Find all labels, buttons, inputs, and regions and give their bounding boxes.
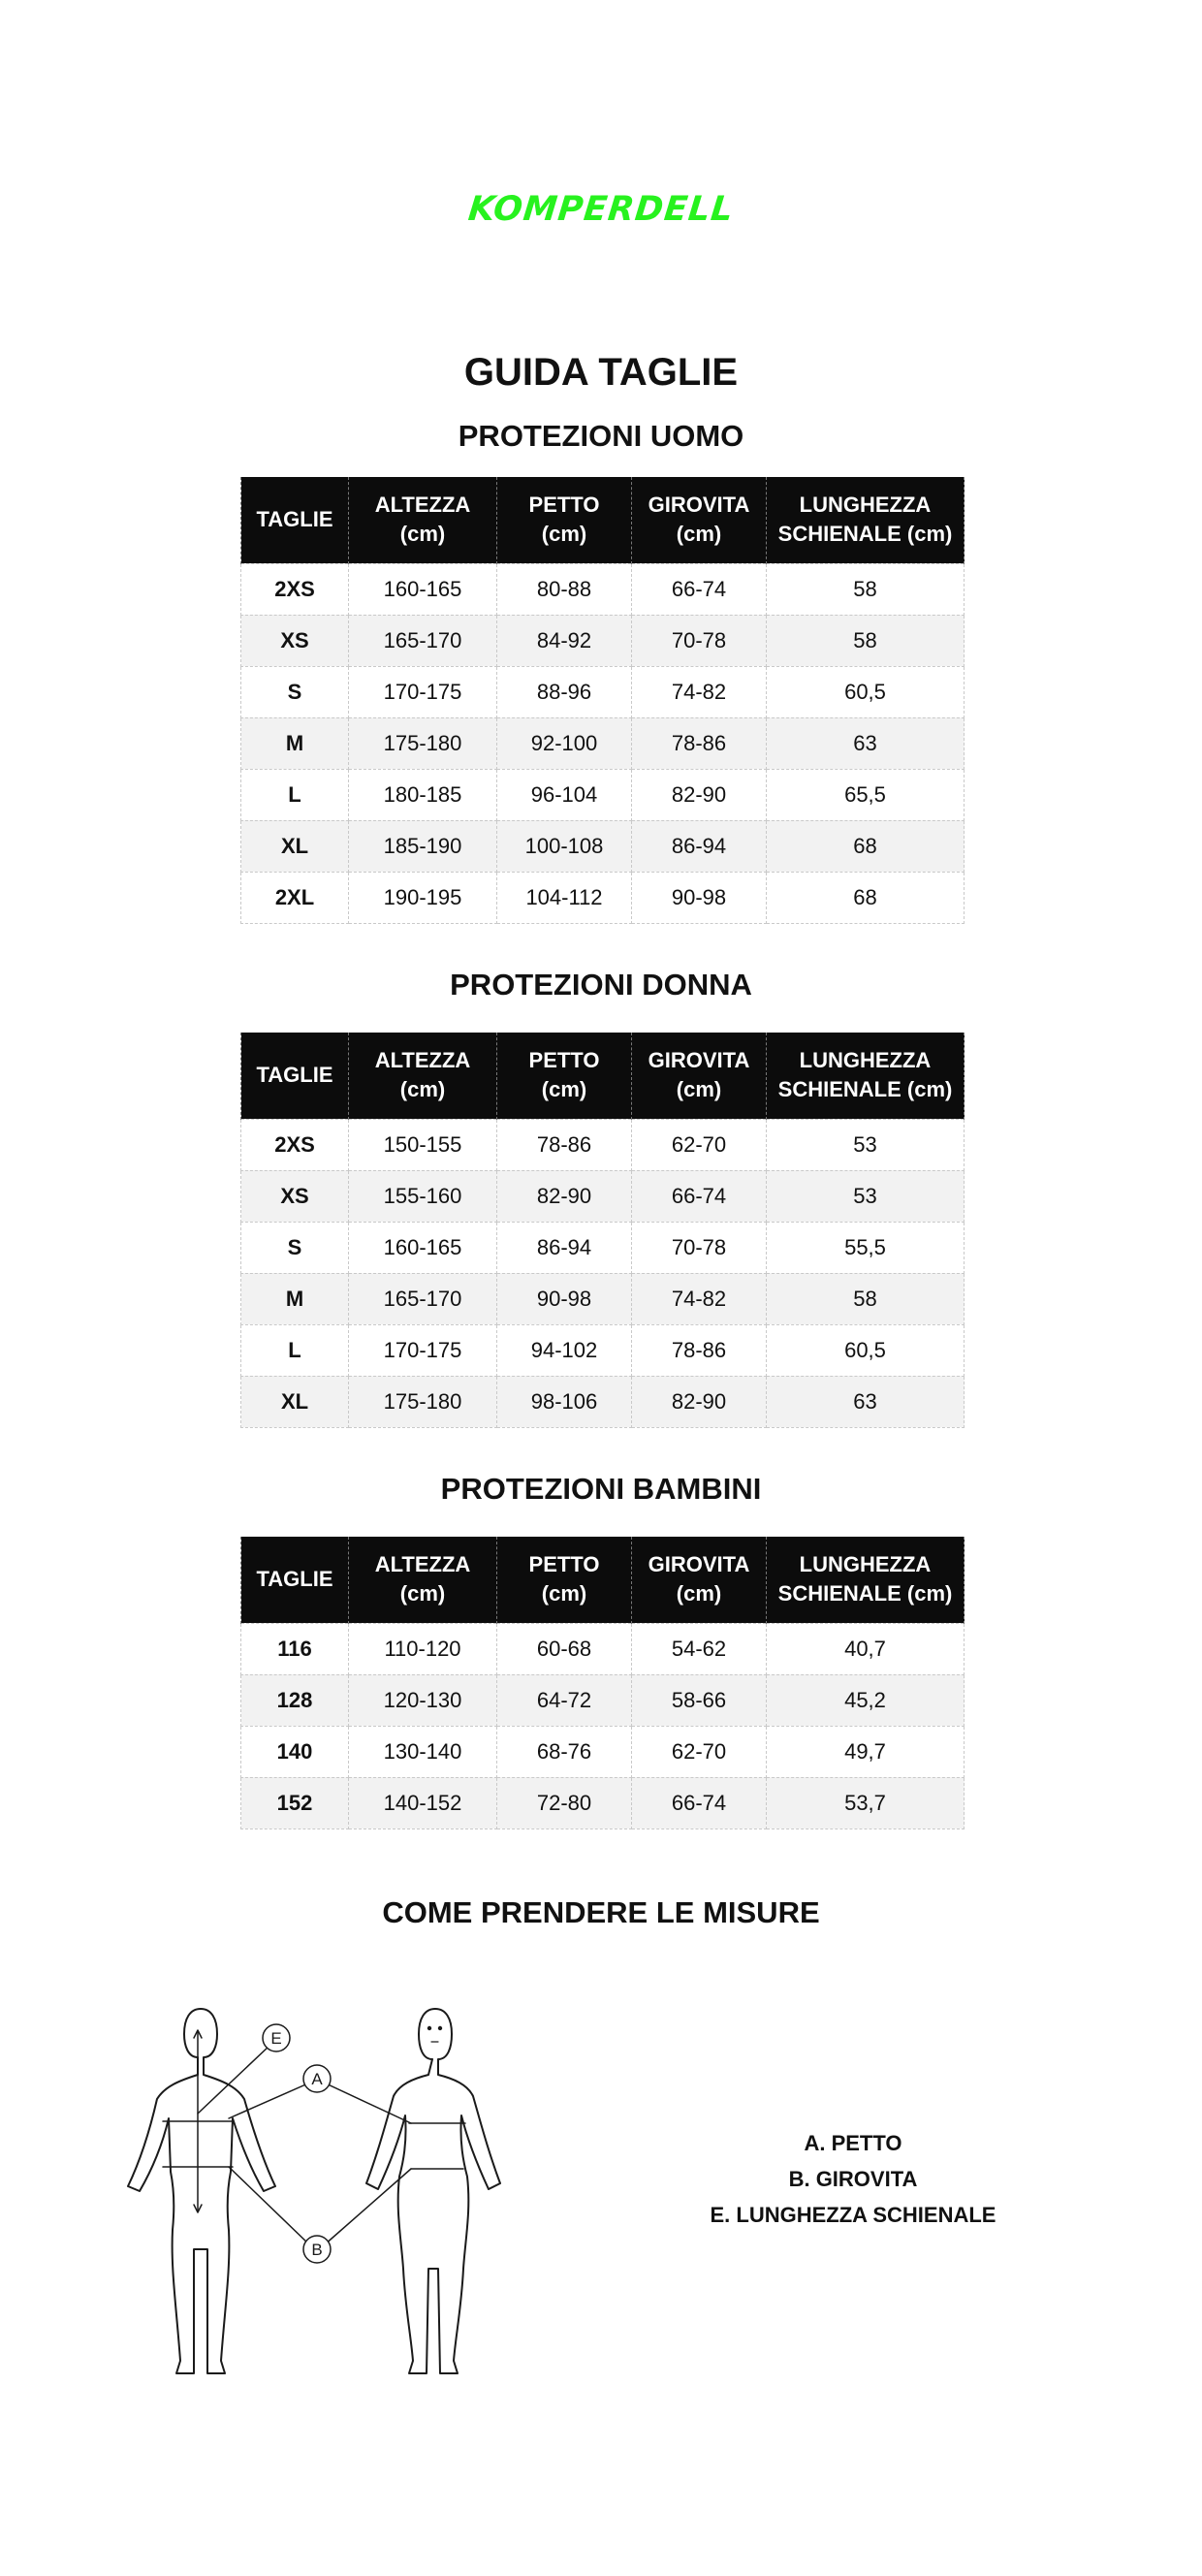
table-row bbox=[241, 1376, 965, 1427]
table-row bbox=[241, 1222, 965, 1273]
table-row bbox=[241, 1726, 965, 1777]
col-header-altezza: ALTEZZA (cm) bbox=[349, 1537, 497, 1623]
girovita-cell: 82-90 bbox=[632, 769, 767, 820]
girovita-cell: 58-66 bbox=[632, 1674, 767, 1726]
altezza-cell: 190-195 bbox=[349, 872, 497, 923]
altezza-cell: 150-155 bbox=[349, 1119, 497, 1170]
col-header-taglie: TAGLIE bbox=[241, 1537, 349, 1623]
col-header-taglie: TAGLIE bbox=[241, 1033, 349, 1119]
table-row bbox=[241, 1119, 965, 1170]
altezza-cell: 170-175 bbox=[349, 1324, 497, 1376]
altezza-cell: 140-152 bbox=[349, 1777, 497, 1829]
svg-text:A: A bbox=[311, 2070, 323, 2088]
altezza-cell: 160-165 bbox=[349, 563, 497, 615]
petto-cell: 86-94 bbox=[497, 1222, 632, 1273]
col-header-lunghezza: LUNGHEZZA SCHIENALE (cm) bbox=[767, 1537, 965, 1623]
altezza-cell: 120-130 bbox=[349, 1674, 497, 1726]
col-header-taglie: TAGLIE bbox=[241, 477, 349, 563]
lunghezza-cell: 58 bbox=[767, 563, 965, 615]
size-table-uomo bbox=[240, 477, 965, 924]
altezza-cell: 175-180 bbox=[349, 717, 497, 769]
lunghezza-cell: 45,2 bbox=[767, 1674, 965, 1726]
lunghezza-cell: 63 bbox=[767, 1376, 965, 1427]
table-row bbox=[241, 1777, 965, 1829]
size-cell: XS bbox=[241, 1170, 349, 1222]
altezza-cell: 165-170 bbox=[349, 1273, 497, 1324]
petto-cell: 100-108 bbox=[497, 820, 632, 872]
col-header-altezza: ALTEZZA (cm) bbox=[349, 1033, 497, 1119]
lunghezza-cell: 49,7 bbox=[767, 1726, 965, 1777]
size-cell: 2XS bbox=[241, 1119, 349, 1170]
girovita-cell: 54-62 bbox=[632, 1623, 767, 1674]
lunghezza-cell: 53,7 bbox=[767, 1777, 965, 1829]
altezza-cell: 175-180 bbox=[349, 1376, 497, 1427]
altezza-cell: 185-190 bbox=[349, 820, 497, 872]
size-table-donna bbox=[240, 1033, 965, 1428]
svg-text:E: E bbox=[270, 2029, 282, 2048]
petto-cell: 72-80 bbox=[497, 1777, 632, 1829]
size-cell: 116 bbox=[241, 1623, 349, 1674]
altezza-cell: 155-160 bbox=[349, 1170, 497, 1222]
table-row bbox=[241, 820, 965, 872]
lunghezza-cell: 53 bbox=[767, 1170, 965, 1222]
size-cell: 2XS bbox=[241, 563, 349, 615]
size-cell: 2XL bbox=[241, 872, 349, 923]
table-row bbox=[241, 666, 965, 717]
girovita-cell: 90-98 bbox=[632, 872, 767, 923]
col-header-girovita: GIROVITA (cm) bbox=[632, 1033, 767, 1119]
petto-cell: 88-96 bbox=[497, 666, 632, 717]
section-title-uomo: PROTEZIONI UOMO bbox=[458, 419, 744, 453]
col-header-lunghezza: LUNGHEZZA SCHIENALE (cm) bbox=[767, 1033, 965, 1119]
lunghezza-cell: 65,5 bbox=[767, 769, 965, 820]
size-cell: 140 bbox=[241, 1726, 349, 1777]
table-row bbox=[241, 769, 965, 820]
section-title-donna: PROTEZIONI DONNA bbox=[450, 968, 752, 1002]
size-cell: XL bbox=[241, 1376, 349, 1427]
petto-cell: 64-72 bbox=[497, 1674, 632, 1726]
lunghezza-cell: 60,5 bbox=[767, 1324, 965, 1376]
lunghezza-cell: 68 bbox=[767, 820, 965, 872]
petto-cell: 96-104 bbox=[497, 769, 632, 820]
svg-text:B: B bbox=[311, 2241, 323, 2259]
altezza-cell: 110-120 bbox=[349, 1623, 497, 1674]
page-title: GUIDA TAGLIE bbox=[463, 351, 739, 394]
girovita-cell: 78-86 bbox=[632, 1324, 767, 1376]
petto-cell: 68-76 bbox=[497, 1726, 632, 1777]
lunghezza-cell: 55,5 bbox=[767, 1222, 965, 1273]
table-row bbox=[241, 1273, 965, 1324]
girovita-cell: 66-74 bbox=[632, 1777, 767, 1829]
table-row bbox=[241, 717, 965, 769]
petto-cell: 78-86 bbox=[497, 1119, 632, 1170]
lunghezza-cell: 58 bbox=[767, 1273, 965, 1324]
section-title-measure: COME PRENDERE LE MISURE bbox=[382, 1895, 820, 1929]
petto-cell: 84-92 bbox=[497, 615, 632, 666]
table-header-row bbox=[241, 477, 965, 563]
table-row bbox=[241, 1170, 965, 1222]
petto-cell: 60-68 bbox=[497, 1623, 632, 1674]
size-cell: M bbox=[241, 1273, 349, 1324]
girovita-cell: 86-94 bbox=[632, 820, 767, 872]
size-cell: 128 bbox=[241, 1674, 349, 1726]
girovita-cell: 74-82 bbox=[632, 1273, 767, 1324]
petto-cell: 90-98 bbox=[497, 1273, 632, 1324]
col-header-petto: PETTO (cm) bbox=[497, 1033, 632, 1119]
lunghezza-cell: 60,5 bbox=[767, 666, 965, 717]
girovita-cell: 62-70 bbox=[632, 1119, 767, 1170]
size-cell: S bbox=[241, 666, 349, 717]
lunghezza-cell: 40,7 bbox=[767, 1623, 965, 1674]
size-cell: L bbox=[241, 1324, 349, 1376]
legend-girovita: B. GIROVITA bbox=[788, 2167, 918, 2191]
legend-petto: A. PETTO bbox=[804, 2131, 902, 2155]
size-cell: L bbox=[241, 769, 349, 820]
col-header-petto: PETTO (cm) bbox=[497, 1537, 632, 1623]
girovita-cell: 70-78 bbox=[632, 615, 767, 666]
table-row bbox=[241, 615, 965, 666]
petto-cell: 94-102 bbox=[497, 1324, 632, 1376]
size-cell: XS bbox=[241, 615, 349, 666]
size-cell: 152 bbox=[241, 1777, 349, 1829]
brand-logo: KOMPERDELL bbox=[466, 190, 736, 229]
table-header-row bbox=[241, 1033, 965, 1119]
altezza-cell: 160-165 bbox=[349, 1222, 497, 1273]
petto-cell: 92-100 bbox=[497, 717, 632, 769]
altezza-cell: 180-185 bbox=[349, 769, 497, 820]
table-row bbox=[241, 563, 965, 615]
table-row bbox=[241, 872, 965, 923]
lunghezza-cell: 53 bbox=[767, 1119, 965, 1170]
size-cell: XL bbox=[241, 820, 349, 872]
petto-cell: 80-88 bbox=[497, 563, 632, 615]
lunghezza-cell: 58 bbox=[767, 615, 965, 666]
col-header-lunghezza: LUNGHEZZA SCHIENALE (cm) bbox=[767, 477, 965, 563]
petto-cell: 82-90 bbox=[497, 1170, 632, 1222]
body-measure-figure bbox=[116, 1978, 543, 2385]
section-title-bambini: PROTEZIONI BAMBINI bbox=[440, 1472, 762, 1506]
petto-cell: 98-106 bbox=[497, 1376, 632, 1427]
lunghezza-cell: 63 bbox=[767, 717, 965, 769]
legend-lunghezza: E. LUNGHEZZA SCHIENALE bbox=[710, 2203, 996, 2227]
table-row bbox=[241, 1623, 965, 1674]
col-header-altezza: ALTEZZA (cm) bbox=[349, 477, 497, 563]
marker-b bbox=[303, 2236, 331, 2263]
altezza-cell: 130-140 bbox=[349, 1726, 497, 1777]
girovita-cell: 74-82 bbox=[632, 666, 767, 717]
marker-e bbox=[263, 2024, 290, 2051]
altezza-cell: 170-175 bbox=[349, 666, 497, 717]
col-header-petto: PETTO (cm) bbox=[497, 477, 632, 563]
girovita-cell: 66-74 bbox=[632, 1170, 767, 1222]
marker-a bbox=[303, 2065, 331, 2092]
col-header-girovita: GIROVITA (cm) bbox=[632, 1537, 767, 1623]
lunghezza-cell: 68 bbox=[767, 872, 965, 923]
girovita-cell: 62-70 bbox=[632, 1726, 767, 1777]
girovita-cell: 78-86 bbox=[632, 717, 767, 769]
girovita-cell: 82-90 bbox=[632, 1376, 767, 1427]
girovita-cell: 66-74 bbox=[632, 563, 767, 615]
col-header-girovita: GIROVITA (cm) bbox=[632, 477, 767, 563]
size-cell: M bbox=[241, 717, 349, 769]
table-row bbox=[241, 1674, 965, 1726]
girovita-cell: 70-78 bbox=[632, 1222, 767, 1273]
size-cell: S bbox=[241, 1222, 349, 1273]
petto-cell: 104-112 bbox=[497, 872, 632, 923]
size-table-bambini bbox=[240, 1537, 965, 1829]
table-header-row bbox=[241, 1537, 965, 1623]
table-row bbox=[241, 1324, 965, 1376]
measurement-lines bbox=[163, 2030, 465, 2245]
altezza-cell: 165-170 bbox=[349, 615, 497, 666]
